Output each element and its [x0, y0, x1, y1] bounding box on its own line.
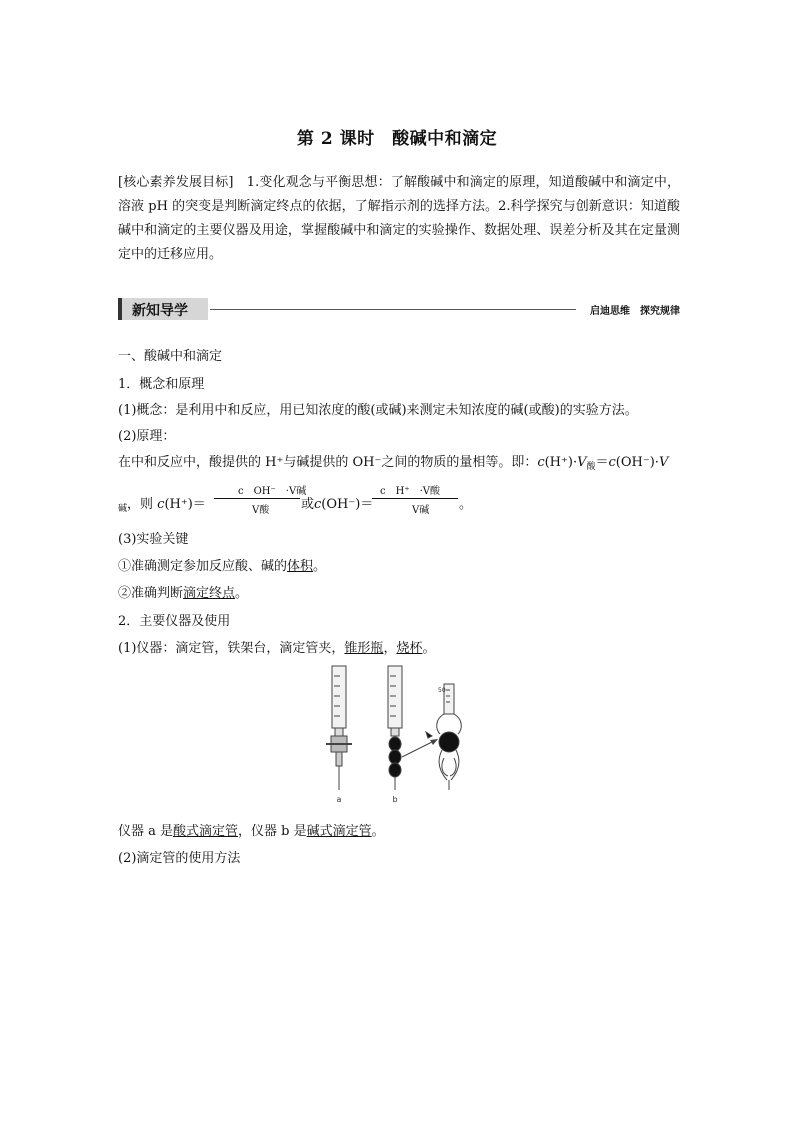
- arrow-icon: [402, 739, 438, 757]
- burette-figure: [318, 662, 480, 806]
- key-point-1: ①准确测定参加反应酸、碱的体积。: [118, 559, 327, 574]
- figure-scale-label: 50: [438, 687, 446, 694]
- principle-text: 在中和反应中，酸提供的 H⁺与碱提供的 OH⁻之间的物质的量相等。即：: [118, 455, 538, 470]
- goals-label: [核心素养发展目标]: [118, 175, 234, 190]
- banner-label: 新知导学: [132, 303, 188, 319]
- banner-rule: [210, 309, 576, 310]
- glass-bead-detail-drawing: [426, 684, 461, 790]
- item1-heading: 1．概念和原理: [118, 377, 205, 392]
- banner-label-box: [118, 298, 208, 320]
- fraction2-numerator: c H⁺ ·V酸: [380, 486, 440, 497]
- instruments-text: (1)仪器：滴定管，铁架台，滴定管夹，锥形瓶，烧杯。: [118, 641, 436, 656]
- section-banner: [118, 298, 680, 322]
- section-heading: 一、酸碱中和滴定: [118, 349, 223, 364]
- formula-end: 。: [459, 497, 473, 512]
- figure-label-a: a: [336, 795, 342, 804]
- principle-line: 在中和反应中，酸提供的 H⁺与碱提供的 OH⁻之间的物质的量相等。即：$c(H^+)\cdot V_酸=c(OH^-)\cdot V$: [118, 455, 669, 472]
- key-point-2: ②准确判断滴定终点。: [118, 586, 249, 601]
- formula-or: 或c(OH⁻)＝: [301, 497, 374, 512]
- instrument-description: 仪器 a 是酸式滴定管，仪器 b 是碱式滴定管。: [118, 824, 385, 839]
- formula-line: $_碱$，则 c(H⁺)＝: [118, 497, 206, 514]
- fraction1-numerator: c OH⁻ ·V碱: [238, 486, 307, 497]
- fraction2-bar: [372, 498, 458, 499]
- principle-label: (2)原理：: [118, 429, 176, 444]
- fraction2-denominator: V碱: [412, 505, 430, 516]
- core-goals-paragraph: [118, 171, 680, 267]
- acid-burette-drawing: [326, 666, 352, 790]
- figure-label-b: b: [392, 795, 398, 804]
- key-label: (3)实验关键: [118, 532, 189, 547]
- base-burette-drawing: [388, 666, 402, 790]
- goals-text: 1.变化观念与平衡思想：了解酸碱中和滴定的原理，知道酸碱中和滴定中，溶液 pH 的突变是判断滴定终点的依据，了解指示剂的选择方法。2.科学探究与创新意识：知道酸碱中和滴定的主要仪器及用途，掌握酸碱中和滴定的实验操作、数据处理、误差分析及其在定量测定中的迁移应用。: [118, 175, 680, 262]
- banner-subtitle: 启迪思维 探究规律: [590, 306, 680, 317]
- concept-text: (1)概念：是利用中和反应，用已知浓度的酸(或碱)来测定未知浓度的碱(或酸)的实验方法。: [118, 403, 638, 418]
- fraction1-denominator: V酸: [252, 505, 270, 516]
- item2-heading: 2．主要仪器及使用: [118, 614, 231, 629]
- page-title: 第 2 课时 酸碱中和滴定: [296, 129, 498, 149]
- usage-heading: (2)滴定管的使用方法: [118, 851, 241, 866]
- fraction1-bar: [214, 498, 300, 499]
